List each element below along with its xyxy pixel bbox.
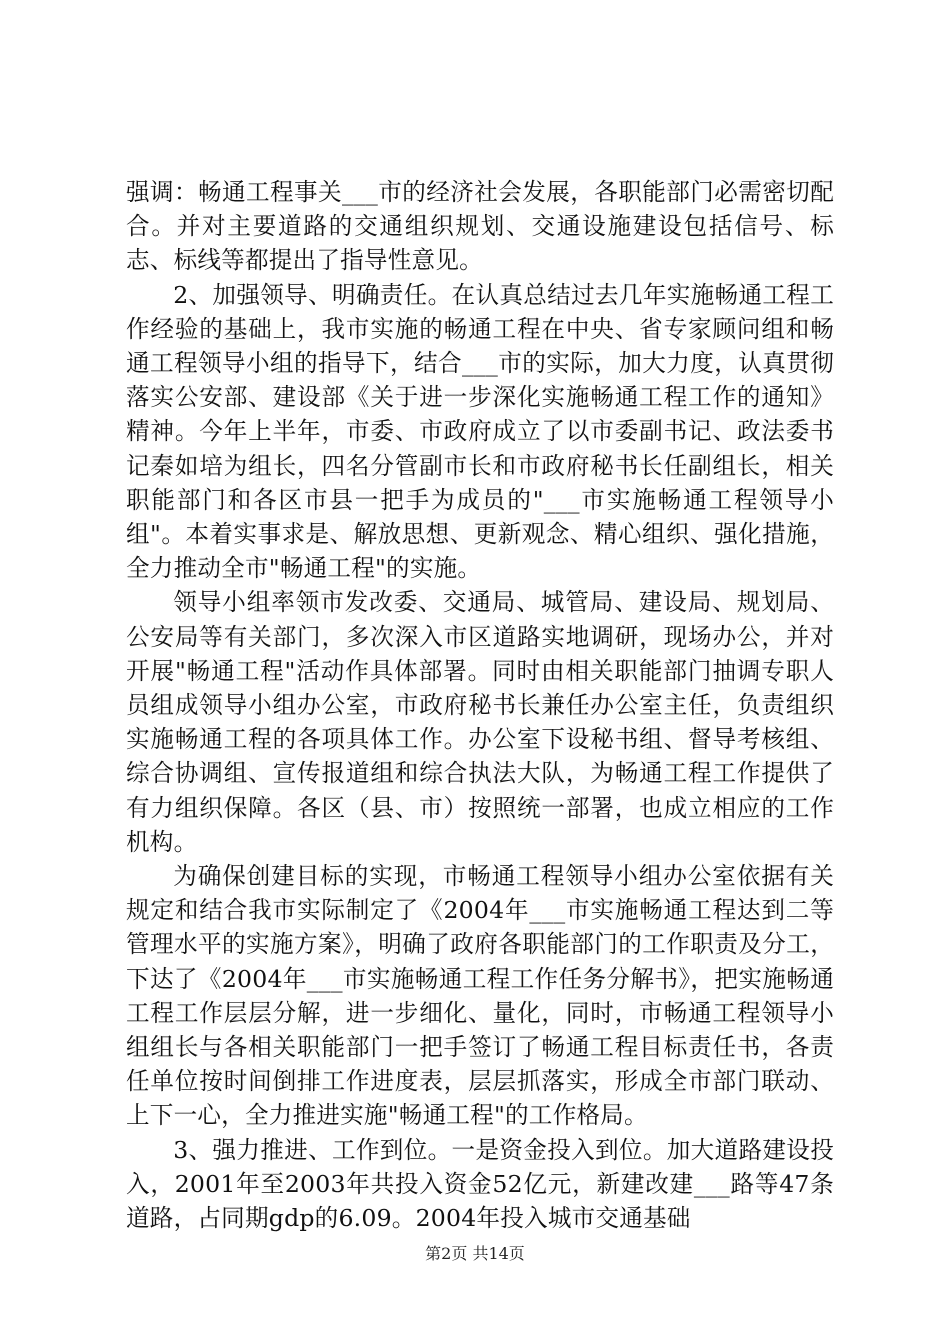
paragraph-leading-group: 领导小组率领市发改委、交通局、城管局、建设局、规划局、公安局等有关部门，多次深入市区道路实地调研，现场办公，并对开展"畅通工程"活动作具体部署。同时由相关职能部门抽调专职人员组成领导小组办公室，市政府秘书长兼任办公室主任，负责组织实施畅通工程的各项具体工作。办公室下设秘书组、督导考核组、综合协调组、宣传报道组和综合执法大队，为畅通工程工作提供了有力组织保障。各区（县、市）按照统一部署，也成立相应的工作机构。 xyxy=(126,588,834,856)
document-body xyxy=(126,175,834,1235)
page-number-footer: 第2页 共14页 xyxy=(425,1244,525,1263)
paragraph-implementation-plan: 为确保创建目标的实现，市畅通工程领导小组办公室依据有关规定和结合我市实际制定了《2004年___市实施畅通工程达到二等管理水平的实施方案》，明确了政府各职能部门的工作职责及分工，下达了《2004年___市实施畅通工程工作任务分解书》，把实施畅通工程工作层层分解，进一步细化、量化，同时，市畅通工程领导小组组长与各相关职能部门一把手签订了畅通工程目标责任书，各责任单位按时间倒排工作进度表，层层抓落实，形成全市部门联动、上下一心，全力推进实施"畅通工程"的工作格局。 xyxy=(126,862,834,1130)
paragraph-funding: 3、强力推进、工作到位。一是资金投入到位。加大道路建设投入，2001年至2003年共投入资金52亿元，新建改建___路等47条道路，占同期gdp的6.09。2004年投入城市交通基础 xyxy=(126,1135,834,1233)
paragraph-continuation: 强调：畅通工程事关___市的经济社会发展，各职能部门必需密切配合。并对主要道路的交通组织规划、交通设施建设包括信号、标志、标线等都提出了指导性意见。 xyxy=(126,178,834,275)
paragraph-leadership: 2、加强领导、明确责任。在认真总结过去几年实施畅通工程工作经验的基础上，我市实施的畅通工程在中央、省专家顾问组和畅通工程领导小组的指导下，结合___市的实际，加大力度，认真贯彻落实公安部、建设部《关于进一步深化实施畅通工程工作的通知》精神。今年上半年，市委、市政府成立了以市委副书记、政法委书记秦如培为组长，四名分管副市长和市政府秘书长任副组长，相关职能部门和各区市县一把手为成员的"___市实施畅通工程领导小组"。本着实事求是、解放思想、更新观念、精心组织、强化措施，全力推动全市"畅通工程"的实施。 xyxy=(126,280,834,583)
